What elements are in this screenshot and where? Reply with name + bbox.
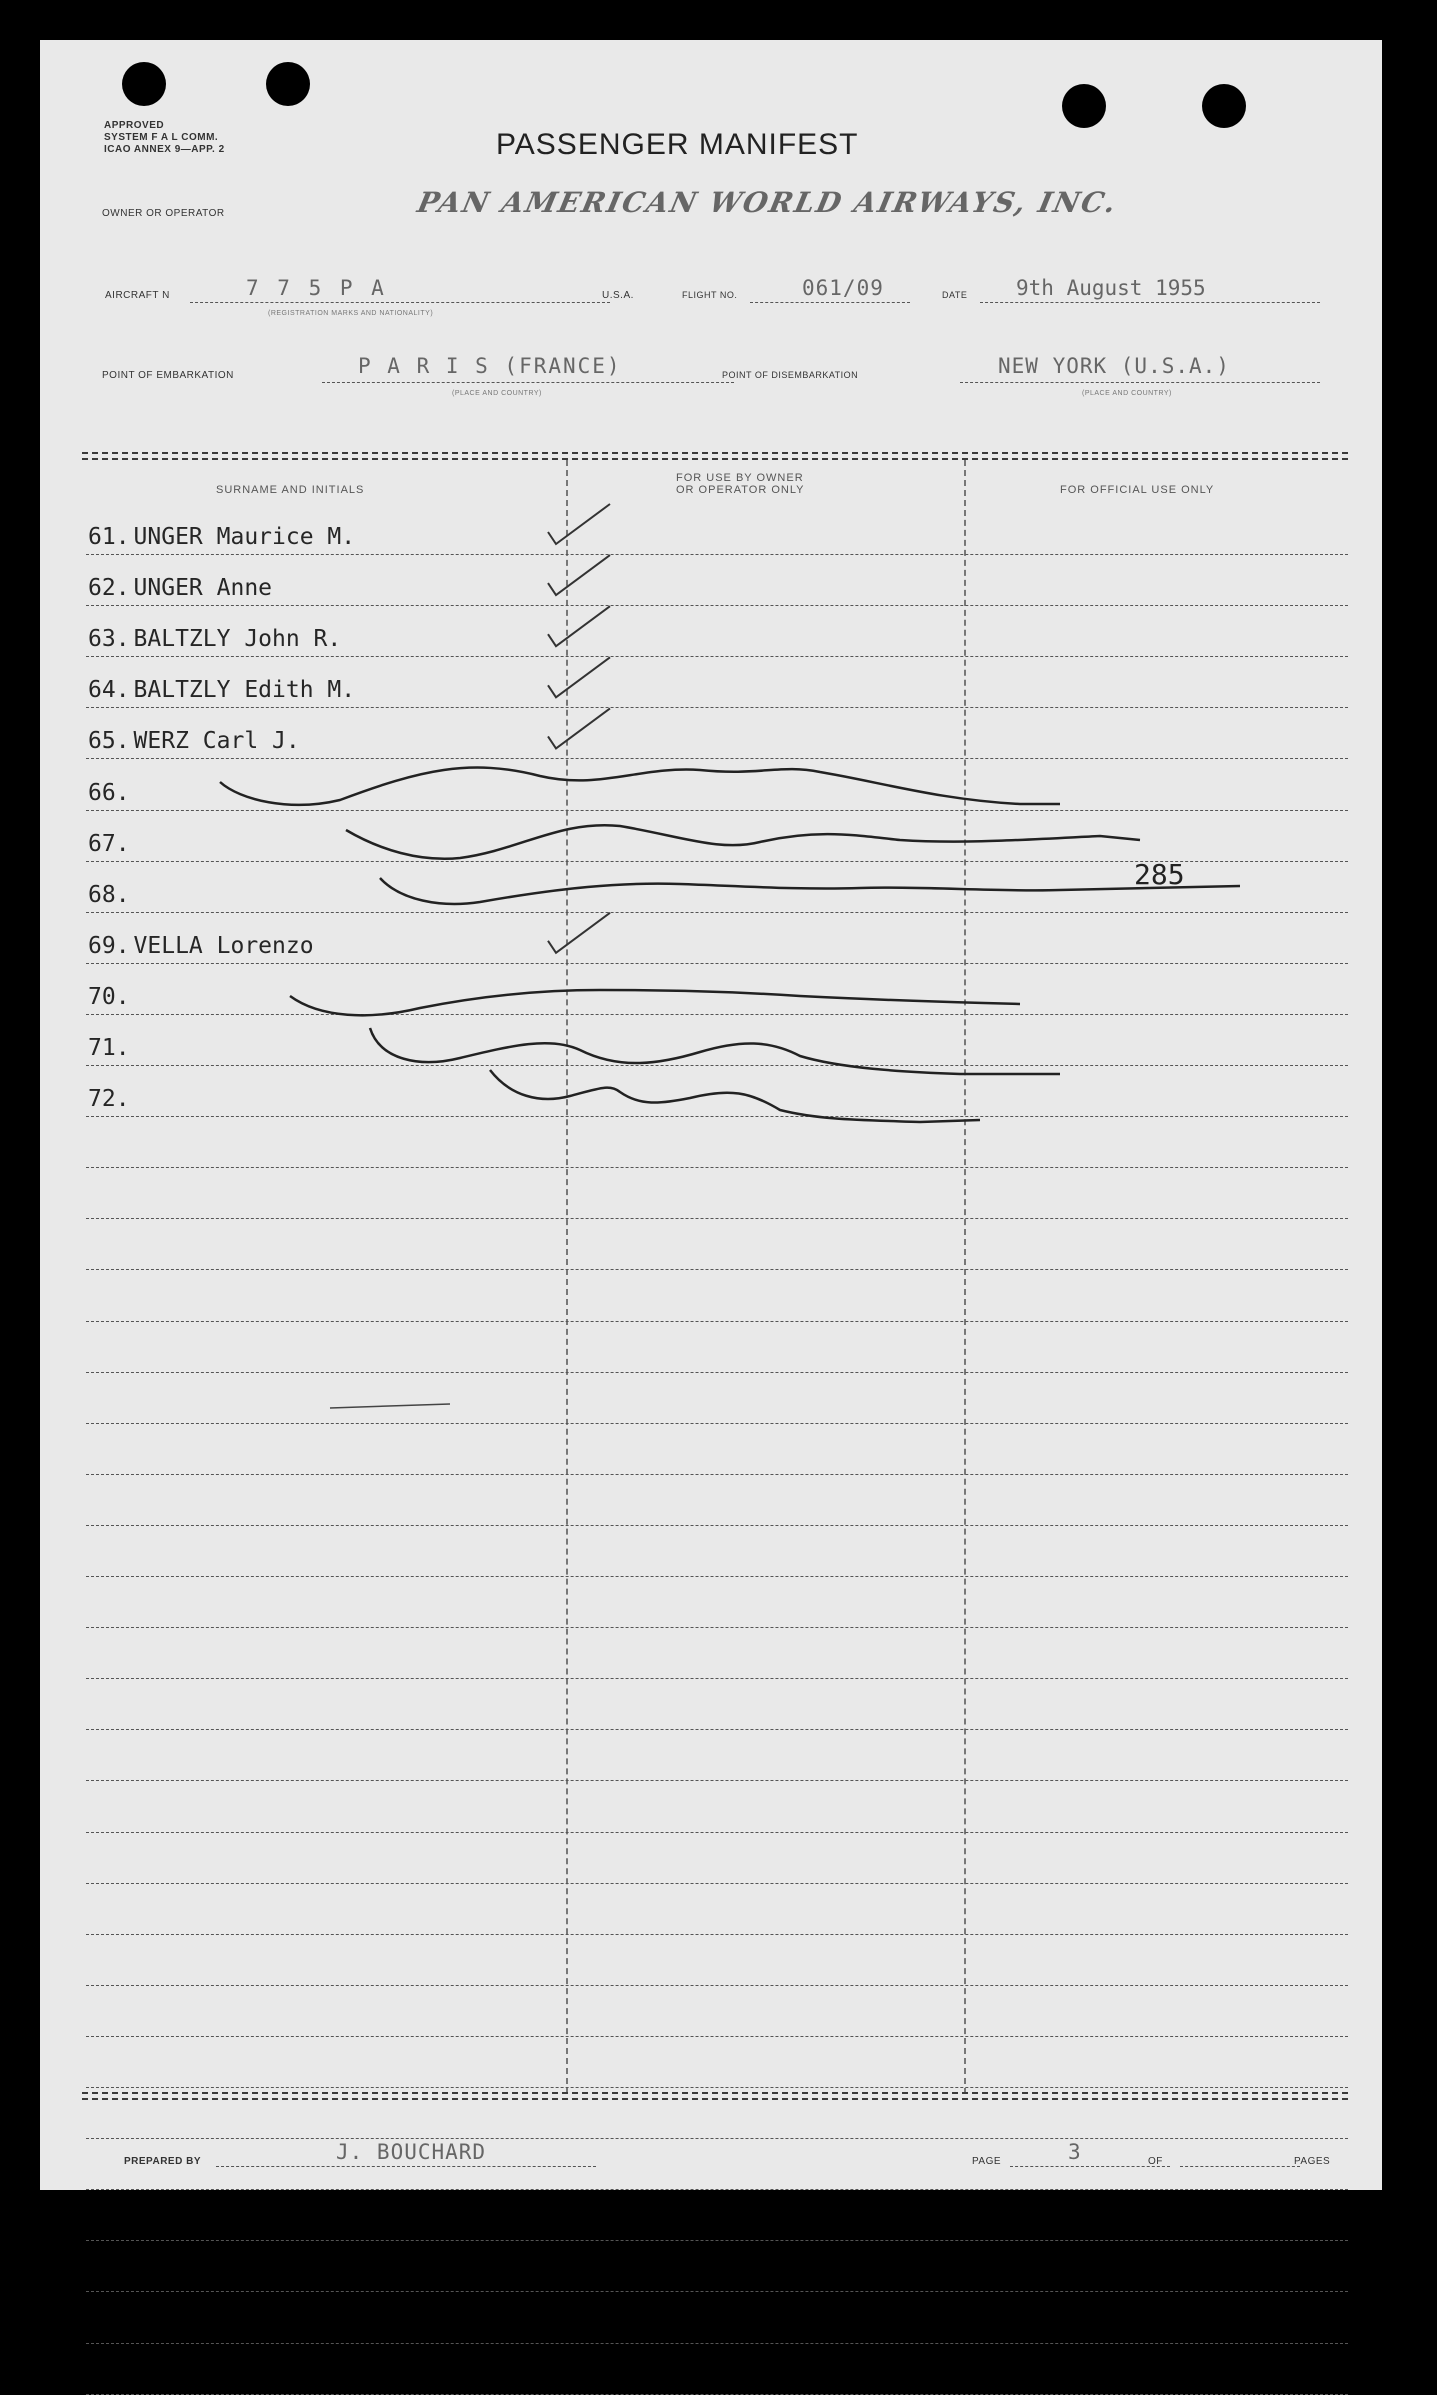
row-rule	[86, 2291, 1348, 2292]
row-rule	[86, 2240, 1348, 2241]
date-value: 9th August 1955	[1016, 276, 1206, 300]
page-title: PASSENGER MANIFEST	[496, 128, 859, 161]
prepared-by-label: PREPARED BY	[124, 2156, 201, 2167]
embarkation-value: P A R I S (FRANCE)	[358, 354, 622, 378]
embarkation-sublabel: (PLACE AND COUNTRY)	[452, 390, 542, 397]
disembarkation-label: POINT OF DISEMBARKATION	[722, 370, 859, 380]
row-number: 66.	[88, 779, 130, 806]
handwritten-marks	[40, 40, 1382, 2190]
row-number: 71.	[88, 1035, 130, 1061]
prepared-by-value: J. BOUCHARD	[336, 2140, 487, 2164]
row-number: 69.	[88, 932, 130, 959]
passenger-name: VELLA Lorenzo	[133, 932, 314, 959]
pages-underline	[1180, 2166, 1300, 2167]
passenger-name: UNGER Maurice M.	[133, 524, 356, 550]
passenger-name: UNGER Anne	[133, 575, 273, 602]
flight-label: FLIGHT NO.	[682, 290, 738, 300]
approval-line: SYSTEM F A L COMM.	[104, 132, 219, 143]
column-header-surname: SURNAME AND INITIALS	[216, 484, 365, 496]
aircraft-value: 7 7 5 P A	[246, 276, 387, 300]
embarkation-label: POINT OF EMBARKATION	[102, 370, 234, 381]
row-number: 61.	[88, 524, 130, 550]
prepared-by-underline	[216, 2166, 596, 2167]
owner-label: OWNER OR OPERATOR	[102, 208, 225, 219]
page-label: PAGE	[972, 2156, 1002, 2167]
passenger-name: BALTZLY Edith M.	[133, 677, 356, 704]
column-header-official: FOR OFFICIAL USE ONLY	[1060, 484, 1215, 496]
column-header-owner-use: OR OPERATOR ONLY	[676, 484, 805, 496]
disembarkation-sublabel: (PLACE AND COUNTRY)	[1082, 390, 1172, 397]
page-underline	[1010, 2166, 1170, 2167]
row-rule	[86, 2343, 1348, 2344]
date-label: DATE	[942, 290, 968, 300]
row-number: 72.	[88, 1086, 130, 1113]
aircraft-label: AIRCRAFT N	[105, 290, 170, 301]
approval-line: APPROVED	[104, 120, 165, 131]
approval-line: ICAO ANNEX 9—APP. 2	[104, 144, 225, 155]
disembarkation-value: NEW YORK (U.S.A.)	[998, 354, 1230, 378]
of-label: OF	[1148, 2156, 1163, 2167]
row-number: 70.	[88, 983, 130, 1010]
pages-label: PAGES	[1294, 2156, 1331, 2167]
row-number: 63.	[88, 626, 130, 653]
row-number: 65.	[88, 728, 130, 755]
row-number: 62.	[88, 575, 130, 602]
handwritten-total: 285	[1134, 858, 1185, 891]
passenger-name: WERZ Carl J.	[133, 728, 300, 755]
page-value: 3	[1068, 2140, 1084, 2164]
table-bottom-rule	[82, 2092, 1348, 2094]
row-number: 64.	[88, 677, 130, 704]
manifest-sheet	[40, 40, 1382, 2190]
usa-label: U.S.A.	[602, 290, 634, 301]
airline-name: PAN AMERICAN WORLD AIRWAYS, INC.	[414, 186, 1121, 219]
flight-value: 061/09	[802, 276, 884, 300]
table-bottom-rule	[82, 2098, 1348, 2100]
row-rule	[86, 2394, 1348, 2395]
row-number: 67.	[88, 830, 130, 857]
aircraft-sublabel: (REGISTRATION MARKS AND NATIONALITY)	[268, 310, 434, 317]
passenger-name: BALTZLY John R.	[133, 626, 342, 653]
row-number: 68.	[88, 881, 130, 908]
column-header-owner-use: FOR USE BY OWNER	[676, 472, 804, 484]
